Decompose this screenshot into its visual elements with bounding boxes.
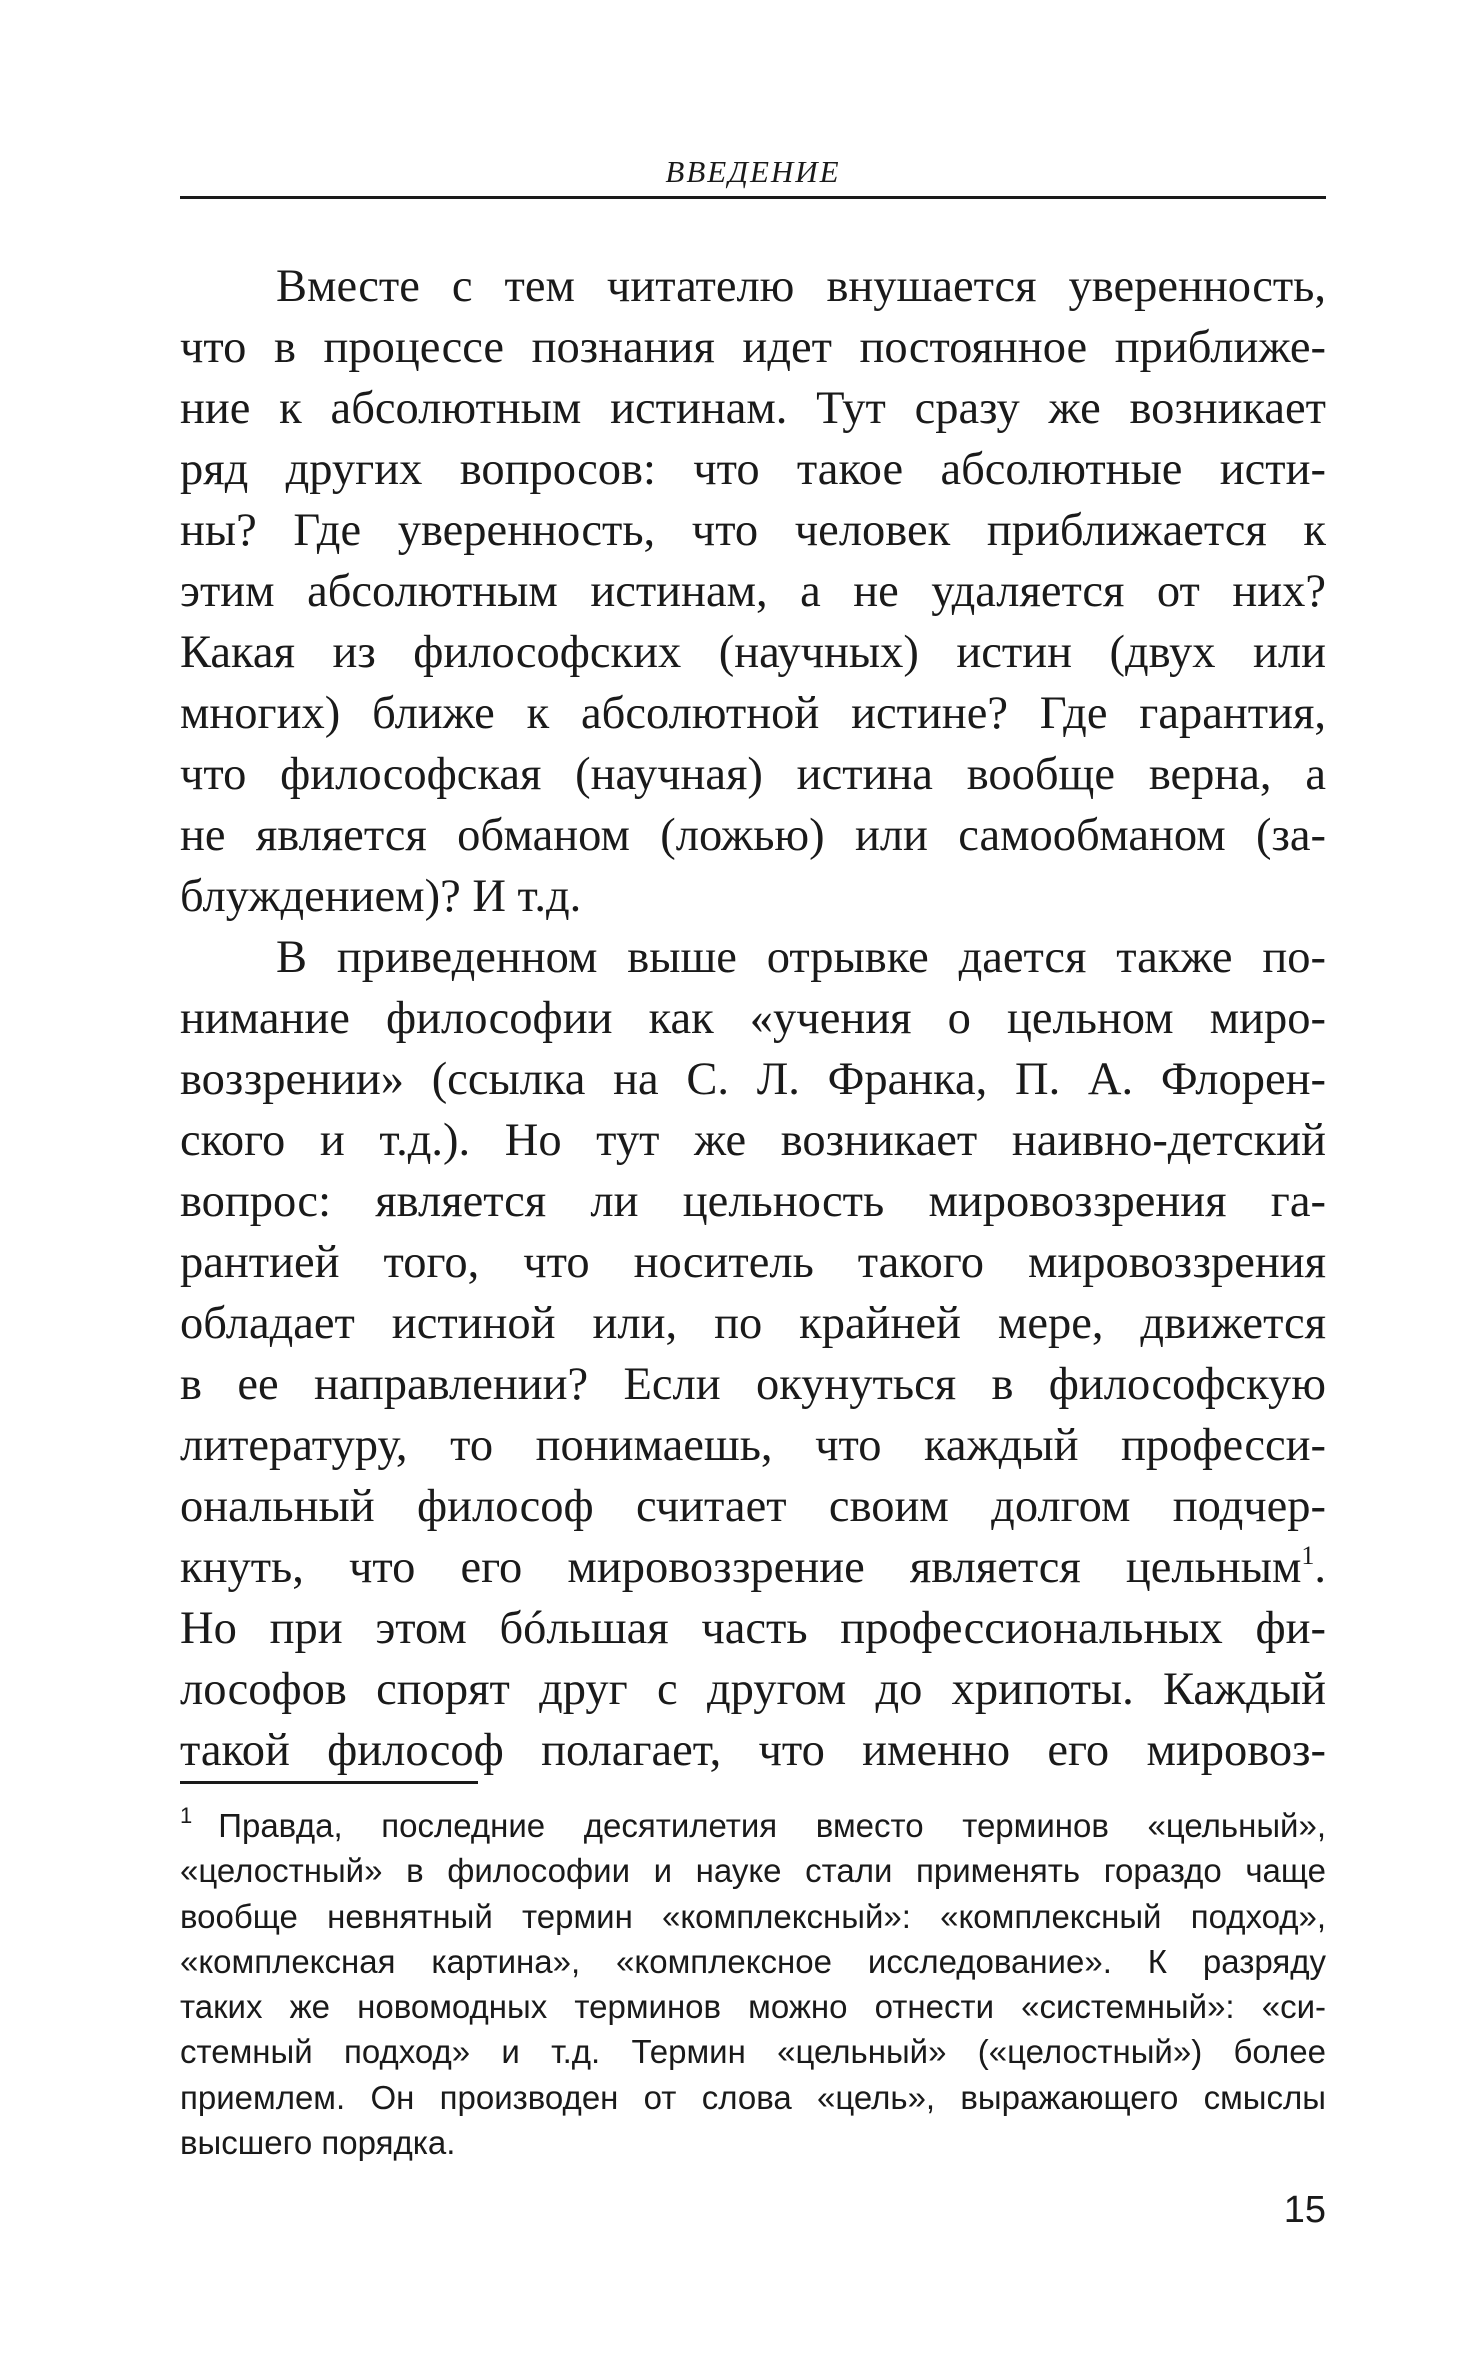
text-line: вопрос: является ли цельность мировоззрения га- (180, 1176, 1326, 1227)
text-line: Какая из философских (научных) истин (двух или (180, 627, 1326, 678)
text-line: Но при этом бóльшая часть профессиональных фи- (180, 1603, 1326, 1654)
running-head-title: ВВЕДЕНИЕ (665, 154, 841, 189)
text-line: что в процессе познания идет постоянное приближе- (180, 322, 1326, 373)
text-line: ональный философ считает своим долгом подчер- (180, 1481, 1326, 1532)
text-line: воззрении» (ссылка на С. Л. Франка, П. А. Флорен- (180, 1054, 1326, 1105)
footnote-line: «комплексная картина», «комплексное исследование». К разряду (180, 1942, 1326, 1980)
text-line: рантией того, что носитель такого мировоззрения (180, 1237, 1326, 1288)
footnote-line (180, 1803, 1326, 1848)
text-line: ние к абсолютным истинам. Тут сразу же возникает (180, 383, 1326, 434)
text-line: ского и т.д.). Но тут же возникает наивно-детский (180, 1115, 1326, 1166)
footnote-line: вообще невнятный термин «комплексный»: «комплексный подход», (180, 1897, 1326, 1935)
text-line: что философская (научная) истина вообще верна, а (180, 749, 1326, 800)
text-line: обладает истиной или, по крайней мере, движется (180, 1298, 1326, 1349)
text-line: литературу, то понимаешь, что каждый професси- (180, 1420, 1326, 1471)
text-line: лософов спорят друг с другом до хрипоты. Каждый (180, 1664, 1326, 1715)
footnote-reference: 1 (1301, 1541, 1315, 1570)
running-head (180, 150, 1326, 199)
footnote-line-text: Правда, последние десятилетия вместо терминов «цельный», (218, 1807, 1326, 1844)
text-line: Вместе с тем читателю внушается уверенность, (276, 261, 1326, 312)
footnote-line: стемный подход» и т.д. Термин «цельный» («целостный») более (180, 2033, 1326, 2071)
text-line-body: кнуть, что его мировоззрение является цельным (180, 1542, 1302, 1593)
text-line: блуждением)? И т.д. (180, 871, 582, 922)
main-text (180, 256, 1326, 1781)
text-line: не является обманом (ложью) или самообманом (за- (180, 810, 1326, 861)
footnote-line: таких же новомодных терминов можно отнести «системный»: «си- (180, 1988, 1326, 2026)
text-line: этим абсолютным истинам, а не удаляется от них? (180, 566, 1326, 617)
text-line: ны? Где уверенность, что человек приближается к (180, 505, 1326, 556)
footnote-line: высшего порядка. (180, 2124, 456, 2162)
text-line: В приведенном выше отрывке дается также по- (276, 932, 1326, 983)
footnote-line: приемлем. Он производен от слова «цель», выражающего смыслы (180, 2078, 1326, 2116)
page-number: 15 (1283, 2189, 1326, 2231)
text-line: ряд других вопросов: что такое абсолютные исти- (180, 444, 1326, 495)
footnote-marker: 1 (180, 1803, 193, 1828)
footnote-line: «целостный» в философии и науке стали применять гораздо чаще (180, 1852, 1326, 1890)
text-line-with-footnote-ref (180, 1537, 1326, 1598)
text-line: в ее направлении? Если окунуться в философскую (180, 1359, 1326, 1410)
text-line: нимание философии как «учения о цельном миро- (180, 993, 1326, 1044)
text-line: многих) ближе к абсолютной истине? Где гарантия, (180, 688, 1326, 739)
footnote (180, 1803, 1326, 2165)
footnote-separator (180, 1781, 478, 1784)
text-line: такой философ полагает, что именно его мировоз- (180, 1725, 1326, 1776)
text-line-tail: . (1314, 1542, 1326, 1593)
